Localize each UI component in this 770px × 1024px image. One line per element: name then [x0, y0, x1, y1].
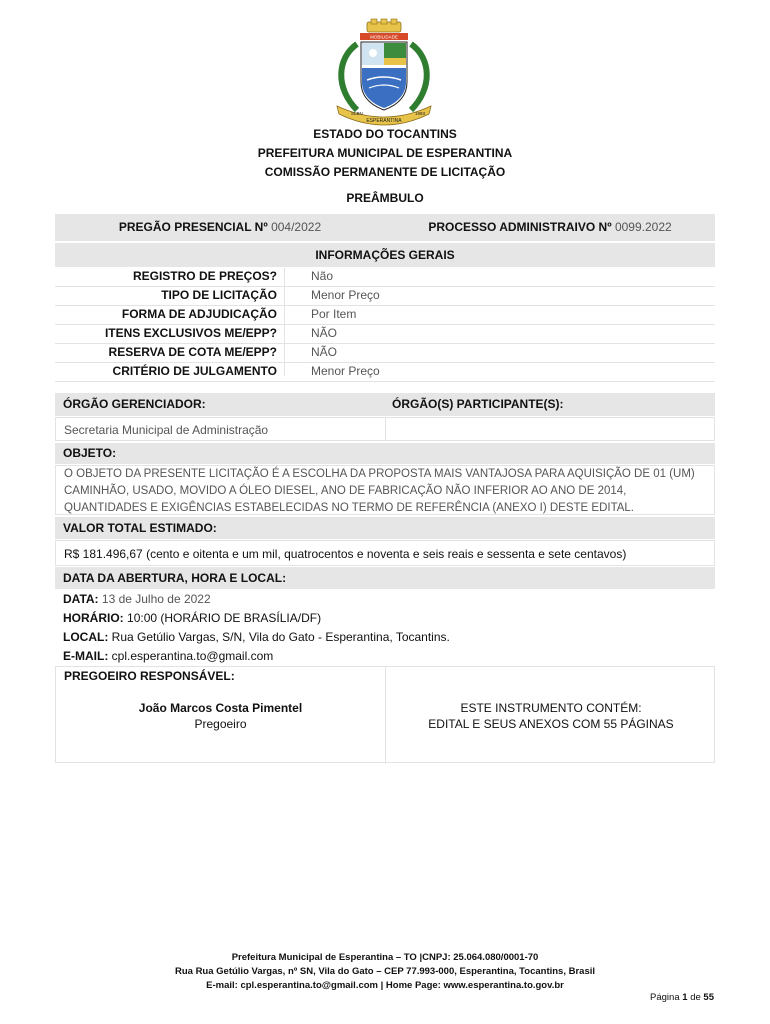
crest-motto: MOBILIDADE — [370, 34, 398, 40]
crest-ribbon-left: SLBN — [351, 111, 363, 116]
processo-cell — [385, 214, 715, 241]
info-value: NÃO — [311, 345, 338, 359]
footer-line3: E-mail: cpl.esperantina.to@gmail.com | Home Page: www.esperantina.to.gov.br — [206, 980, 564, 991]
pregoeiro-name: João Marcos Costa Pimentel — [138, 701, 303, 715]
header-comissao: COMISSÃO PERMANENTE DE LICITAÇÃO — [264, 165, 506, 179]
objeto-label: OBJETO: — [55, 443, 715, 464]
page-label: Página — [650, 992, 680, 1003]
pregao-cell — [55, 214, 385, 241]
info-value: Por Item — [311, 307, 357, 321]
pregao-label: PREGÃO PRESENCIAL Nº — [118, 220, 268, 234]
footer-line2: Rua Rua Getúlio Vargas, nº SN, Vila do Gato – CEP 77.993-000, Esperantina, Tocantins, Brasil — [174, 966, 596, 977]
abertura-label: DATA DA ABERTURA, HORA E LOCAL: — [55, 567, 715, 589]
crest-ribbon-text: ESPERANTINA — [366, 118, 402, 124]
valor-text: R$ 181.496,67 (cento e oitenta e um mil, quatrocentos e noventa e seis reais e sessenta e sete centavos) — [55, 540, 715, 566]
info-value: NÃO — [311, 326, 338, 340]
processo-value: 0099.2022 — [614, 220, 672, 234]
data-value: 13 de Julho de 2022 — [101, 592, 211, 606]
pregoeiro-block — [56, 701, 385, 731]
header-state: ESTADO DO TOCANTINS — [313, 127, 457, 141]
email-value: cpl.esperantina.to@gmail.com — [111, 649, 274, 663]
abertura-data-line — [63, 590, 715, 609]
pregao-processo-bar — [55, 214, 715, 241]
horario-label: HORÁRIO: — [63, 611, 124, 625]
info-label: FORMA DE ADJUDICAÇÃO — [121, 307, 277, 321]
section-title: PREÂMBULO — [346, 191, 424, 205]
info-label: CRITÉRIO DE JULGAMENTO — [112, 364, 277, 378]
info-row — [55, 306, 715, 325]
info-label: ITENS EXCLUSIVOS ME/EPP? — [104, 326, 277, 340]
orgao-gerenciador-value: Secretaria Municipal de Administração — [64, 423, 269, 437]
info-value: Menor Preço — [311, 364, 380, 378]
orgao-divider — [385, 418, 386, 440]
objeto-text: O OBJETO DA PRESENTE LICITAÇÃO É A ESCOLHA DA PROPOSTA MAIS VANTAJOSA PARA AQUISIÇÃO DE 01 (UM) CAMINHÃO, USADO, MOVIDO A ÓLEO DIESEL, ANO DE FABRICAÇÃO NÃO INFERIOR AO ANO DE 2014, QUANTIDADES E EXIGÊNCIAS ESTABELECIDAS NO TERMO DE REFERÊNCIA (ANEXO I) DESTE EDITAL. — [55, 465, 715, 515]
abertura-email-line — [63, 647, 715, 666]
orgao-gerenciador-label: ÓRGÃO GERENCIADOR: — [63, 397, 206, 411]
info-value: Menor Preço — [311, 288, 380, 302]
local-value: Rua Getúlio Vargas, S/N, Vila do Gato - Esperantina, Tocantins. — [111, 630, 450, 644]
orgao-values-row — [55, 417, 715, 441]
municipal-crest-logo — [327, 18, 441, 132]
info-row — [55, 287, 715, 306]
pregoeiro-section — [55, 666, 715, 763]
page-total: 55 — [703, 992, 714, 1003]
processo-label: PROCESSO ADMINISTRAIVO Nº — [428, 220, 612, 234]
info-label: TIPO DE LICITAÇÃO — [161, 288, 277, 302]
email-label: E-MAIL: — [63, 649, 109, 663]
info-row — [55, 363, 715, 382]
info-row — [55, 344, 715, 363]
info-row — [55, 268, 715, 287]
data-label: DATA: — [63, 592, 99, 606]
local-label: LOCAL: — [63, 630, 109, 644]
pregao-value: 004/2022 — [271, 220, 322, 234]
pregoeiro-label: PREGOEIRO RESPONSÁVEL: — [64, 669, 235, 683]
info-label: REGISTRO DE PREÇOS? — [132, 269, 277, 283]
info-row — [55, 325, 715, 344]
header-prefeitura: PREFEITURA MUNICIPAL DE ESPERANTINA — [257, 146, 513, 160]
info-table — [55, 268, 715, 382]
abertura-details — [55, 590, 715, 666]
page-sep: de — [690, 992, 701, 1003]
info-divider — [284, 268, 285, 376]
info-label: RESERVA DE COTA ME/EPP? — [108, 345, 277, 359]
instrumento-block — [386, 701, 716, 731]
horario-value: 10:00 (HORÁRIO DE BRASÍLIA/DF) — [127, 611, 322, 625]
footer-line1: Prefeitura Municipal de Esperantina – TO |CNPJ: 25.064.080/0001-70 — [231, 952, 539, 963]
page-current: 1 — [682, 992, 688, 1003]
page-number — [650, 992, 714, 1003]
instrumento-line1: ESTE INSTRUMENTO CONTÉM: — [460, 701, 642, 715]
instrumento-line2: EDITAL E SEUS ANEXOS COM 55 PÁGINAS — [428, 717, 674, 731]
orgao-header-bar — [55, 393, 715, 416]
crest-ribbon-year: 1993 — [415, 111, 426, 116]
info-value: Não — [311, 269, 334, 283]
info-title: INFORMAÇÕES GERAIS — [55, 243, 715, 267]
orgao-participante-label: ÓRGÃO(S) PARTICIPANTE(S): — [392, 397, 564, 411]
abertura-local-line — [63, 628, 715, 647]
pregoeiro-role: Pregoeiro — [194, 717, 247, 731]
valor-label: VALOR TOTAL ESTIMADO: — [55, 517, 715, 539]
abertura-horario-line — [63, 609, 715, 628]
